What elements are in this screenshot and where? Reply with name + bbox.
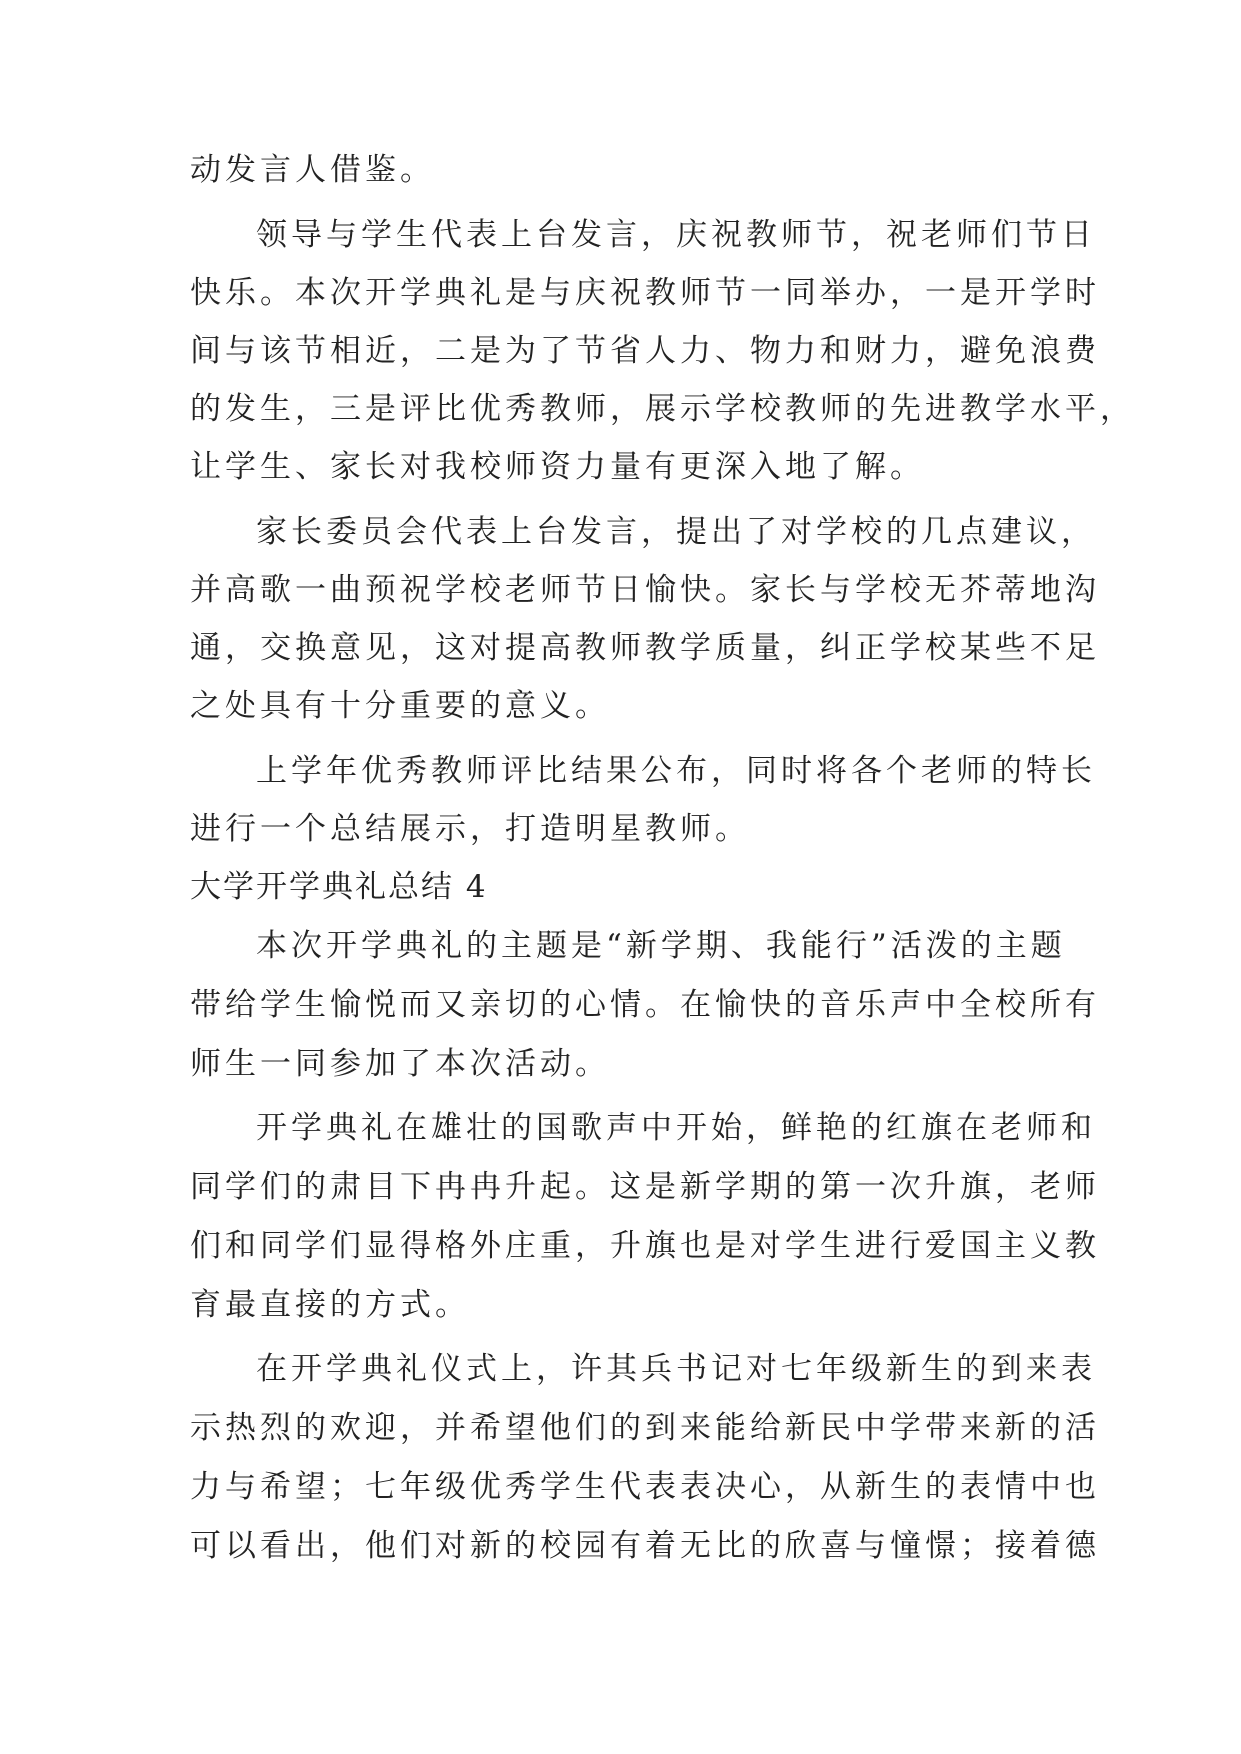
text-line: 示热烈的欢迎，并希望他们的到来能给新民中学带来新的活: [190, 1410, 1100, 1446]
paragraph-start-line: 开学典礼在雄壮的国歌声中开始，鲜艳的红旗在老师和: [256, 1110, 1096, 1146]
text-line: 可以看出，他们对新的校园有着无比的欣喜与憧憬；接着德: [190, 1528, 1100, 1564]
paragraph-start-line: 本次开学典礼的主题是“新学期、我能行”活泼的主题: [256, 928, 1066, 964]
text-line: 让学生、家长对我校师资力量有更深入地了解。: [190, 449, 925, 485]
text-line: 师生一同参加了本次活动。: [190, 1046, 610, 1082]
text-line: 通，交换意见，这对提高教师教学质量，纠正学校某些不足: [190, 630, 1100, 666]
text-line: 进行一个总结展示，打造明星教师。: [190, 811, 750, 847]
section-heading: 大学开学典礼总结 4: [190, 869, 488, 905]
paragraph-start-line: 在开学典礼仪式上，许其兵书记对七年级新生的到来表: [256, 1351, 1096, 1387]
text-line: 快乐。本次开学典礼是与庆祝教师节一同举办，一是开学时: [190, 275, 1100, 311]
text-line: 带给学生愉悦而又亲切的心情。在愉快的音乐声中全校所有: [190, 987, 1100, 1023]
text-line: 力与希望；七年级优秀学生代表表决心，从新生的表情中也: [190, 1469, 1100, 1505]
text-line: 之处具有十分重要的意义。: [190, 688, 610, 724]
text-line: 们和同学们显得格外庄重，升旗也是对学生进行爱国主义教: [190, 1228, 1100, 1264]
text-line: 育最直接的方式。: [190, 1287, 470, 1323]
text-line: 间与该节相近，二是为了节省人力、物力和财力，避免浪费: [190, 333, 1100, 369]
paragraph-start-line: 家长委员会代表上台发言，提出了对学校的几点建议，: [256, 514, 1096, 550]
text-line: 动发言人借鉴。: [190, 152, 435, 188]
text-line: 的发生，三是评比优秀教师，展示学校教师的先进教学水平，: [190, 391, 1135, 427]
text-line: 并高歌一曲预祝学校老师节日愉快。家长与学校无芥蒂地沟: [190, 572, 1100, 608]
paragraph-start-line: 上学年优秀教师评比结果公布，同时将各个老师的特长: [256, 753, 1096, 789]
paragraph-start-line: 领导与学生代表上台发言，庆祝教师节，祝老师们节日: [256, 217, 1096, 253]
text-line: 同学们的肃目下冉冉升起。这是新学期的第一次升旗，老师: [190, 1169, 1100, 1205]
